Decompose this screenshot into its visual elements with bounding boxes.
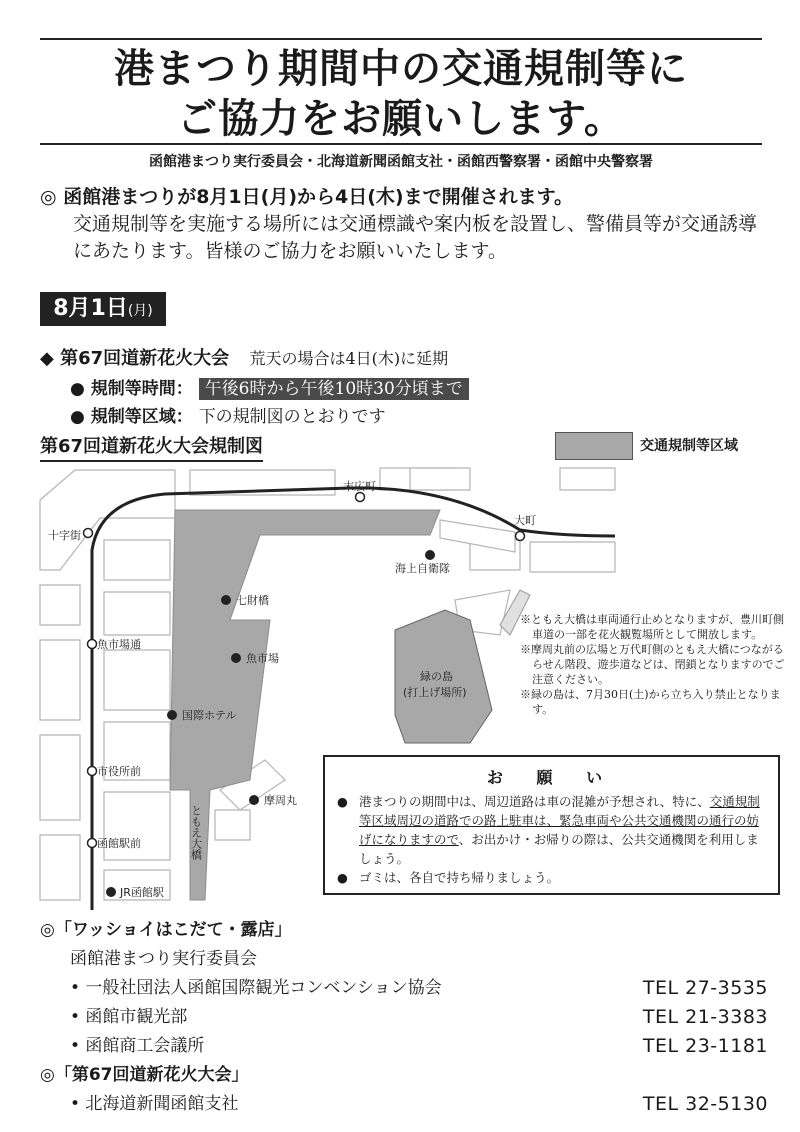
- dot-uoichiba: [231, 653, 241, 663]
- label-hotel: 国際ホテル: [182, 709, 237, 722]
- organizers: 函館港まつり実行委員会・北海道新聞函館支社・函館西警察署・函館中央警察署: [149, 154, 653, 170]
- request-list: [325, 792, 778, 887]
- dot-kaijo: [425, 550, 435, 560]
- title-line-1: 港まつり期間中の交通規制等に: [114, 46, 688, 92]
- label-island: 緑の島: [420, 670, 453, 683]
- dot-nanatakara: [221, 595, 231, 605]
- label-omachi: 大町: [514, 514, 536, 527]
- legend-label: 交通規制等区域: [640, 438, 738, 454]
- contact-tel: TEL 27-3535: [642, 977, 768, 999]
- label-jr: JR函館駅: [120, 886, 164, 899]
- request-box: [323, 755, 780, 895]
- contact-tel: TEL 32-5130: [642, 1093, 768, 1115]
- contacts: [40, 916, 768, 1119]
- contact-row: [40, 1003, 768, 1032]
- label-kaijo: 海上自衛隊: [395, 562, 450, 575]
- time-value: 午後6時から午後10時30分頃まで: [199, 378, 469, 400]
- request-item1-b: 交通規制等区域周辺の道路での路上駐車は、緊急車両や公共交通機関の通行の妨げになりますので: [359, 794, 760, 847]
- label-island-sub: (打上げ場所): [403, 686, 467, 699]
- contact-tel: TEL 21-3383: [642, 1006, 768, 1028]
- request-item: [337, 792, 768, 868]
- fireworks-name: ◆ 第67回道新花火大会: [40, 348, 230, 369]
- map-heading: 第67回道新花火大会規制図: [40, 432, 263, 462]
- label-jujigai: 十字街: [48, 529, 81, 542]
- request-item: ● ゴミは、各自で持ち帰りましょう。: [337, 868, 768, 887]
- contact-name: • 函館市観光部: [70, 1007, 188, 1027]
- contact-row: [40, 1032, 768, 1061]
- stop-shiyakushomae: [88, 767, 97, 776]
- area-value: 下の規制図のとおりです: [198, 407, 386, 427]
- time-row: [70, 374, 469, 399]
- stop-hakodateekimae: [88, 839, 97, 848]
- date-main: 8月1日: [53, 296, 128, 321]
- label-tomoe: ともえ大橋: [189, 805, 203, 860]
- intro: [40, 184, 770, 265]
- contact-name: • 函館商工会議所: [70, 1036, 205, 1056]
- label-shiyakushomae: 市役所前: [97, 765, 141, 778]
- contacts-section-1-sub: 函館港まつり実行委員会: [70, 949, 257, 969]
- note-1: ※ともえ大橋は車両通行止めとなりますが、豊川町側車道の一部を花火観覧場所として開放します。: [520, 613, 784, 641]
- title-line-2: ご協力をお願いします。: [177, 96, 625, 142]
- contact-tel: TEL 23-1181: [642, 1035, 768, 1057]
- label-mashumaru: 摩周丸: [264, 794, 297, 807]
- intro-body: 交通規制等を実施する場所には交通標識や案内板を設置し、警備員等が交通誘導にあたります。皆様のご協力をお願いいたします。: [73, 213, 758, 262]
- contacts-section-1-title: ◎「ワッショイはこだて・露店」: [40, 920, 292, 940]
- intro-lead: ◎ 函館港まつりが8月1日(月)から4日(木)まで開催されます。: [40, 186, 574, 208]
- contact-name: • 一般社団法人函館国際観光コンベンション協会: [70, 978, 442, 998]
- dot-mashumaru: [249, 795, 259, 805]
- map-notes: [520, 612, 785, 717]
- note-3: ※緑の島は、7月30日(土)から立ち入り禁止となります。: [520, 688, 781, 716]
- contact-row: [40, 974, 768, 1003]
- title-rule: [40, 143, 762, 145]
- area-label: ● 規制等区域：: [70, 407, 193, 427]
- stop-jujigai: [84, 529, 93, 538]
- stop-suehirocho: [356, 493, 365, 502]
- legend-swatch: [555, 432, 633, 460]
- dot-jr: [106, 887, 116, 897]
- date-badge: [40, 292, 166, 326]
- request-item1-c: 、お出かけ・お帰りの際は、公共交通機関を利用しましょう。: [359, 832, 759, 866]
- note-2: ※摩周丸前の広場と万代町側のともえ大橋につながるらせん階段、遊歩道などは、閉鎖となりますのでご注意ください。: [520, 643, 785, 686]
- stop-omachi: [516, 532, 525, 541]
- label-uoichibadori: 魚市場通: [97, 638, 141, 651]
- time-label: ● 規制等時間：: [70, 379, 193, 399]
- top-rule: [40, 38, 762, 40]
- dot-hotel: [167, 710, 177, 720]
- label-uoichiba: 魚市場: [246, 652, 279, 665]
- label-nanatakara: 七財橋: [236, 594, 269, 607]
- page-title: [40, 44, 762, 144]
- request-item1-a: 港まつりの期間中は、周辺道路は車の混雑が予想され、特に、: [359, 794, 710, 809]
- stop-uoichibadori: [88, 640, 97, 649]
- area-row: [70, 402, 386, 427]
- date-weekday: (月): [127, 303, 153, 319]
- contact-row: [40, 1090, 768, 1119]
- label-suehirocho: 末広町: [343, 480, 376, 493]
- fireworks-note: 荒天の場合は4日(木)に延期: [249, 349, 449, 368]
- contacts-section-2-title: ◎「第67回道新花火大会」: [40, 1065, 249, 1085]
- contact-name: • 北海道新聞函館支社: [70, 1094, 239, 1114]
- fireworks-title: [40, 344, 448, 370]
- request-title: お 願 い: [486, 768, 617, 787]
- label-hakodateekimae: 函館駅前: [97, 837, 141, 850]
